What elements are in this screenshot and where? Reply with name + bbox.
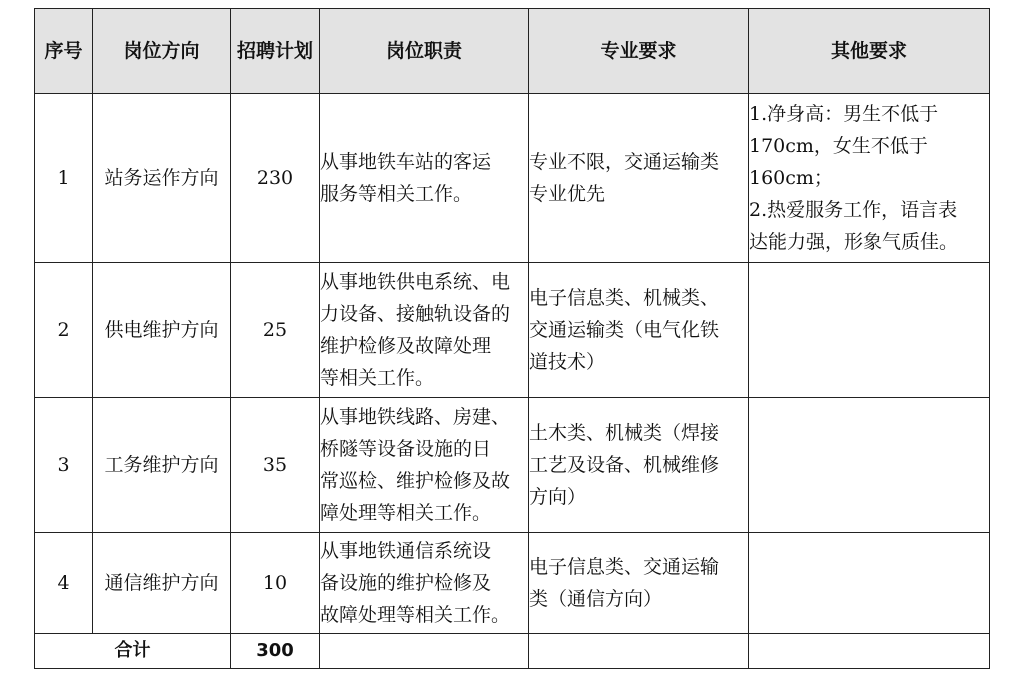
- header-duty: 岗位职责: [320, 9, 529, 94]
- row-plan: 35: [231, 398, 320, 533]
- major-line: 工艺及设备、机械维修: [529, 454, 720, 476]
- header-plan: 招聘计划: [231, 9, 320, 94]
- duty-line: 维护检修及故障处理: [320, 335, 492, 357]
- header-row: [35, 9, 990, 94]
- duty-line: 备设施的维护检修及: [320, 572, 492, 594]
- table-row: [35, 398, 990, 533]
- total-empty-cell: [529, 634, 749, 669]
- duty-line: 服务等相关工作。: [320, 183, 473, 205]
- total-empty-cell: [320, 634, 529, 669]
- duty-line: 力设备、接触轨设备的: [320, 303, 511, 325]
- duty-line: 从事地铁线路、房建、: [320, 406, 511, 428]
- row-position: 供电维护方向: [93, 263, 231, 398]
- header-position: 岗位方向: [93, 9, 231, 94]
- other-line: 170cm，女生不低于: [749, 135, 928, 157]
- row-other: [749, 94, 990, 263]
- major-line: 专业优先: [529, 183, 606, 205]
- row-num: 3: [35, 398, 93, 533]
- total-label: 合计: [35, 634, 231, 669]
- major-line: 类（通信方向）: [529, 588, 663, 610]
- header-num: 序号: [35, 9, 93, 94]
- major-line: 专业不限，交通运输类: [529, 151, 720, 173]
- row-other: [749, 263, 990, 398]
- duty-line: 从事地铁车站的客运: [320, 151, 492, 173]
- row-duty: [320, 398, 529, 533]
- duty-line: 桥隧等设备设施的日: [320, 438, 492, 460]
- other-line: 160cm；: [749, 167, 833, 189]
- row-num: 2: [35, 263, 93, 398]
- duty-line: 常巡检、维护检修及故: [320, 470, 511, 492]
- major-line: 土木类、机械类（焊接: [529, 422, 720, 444]
- major-line: 道技术）: [529, 351, 606, 373]
- row-major: [529, 533, 749, 634]
- duty-line: 障处理等相关工作。: [320, 502, 492, 524]
- row-duty: [320, 533, 529, 634]
- other-line: 1.净身高：男生不低于: [749, 103, 939, 125]
- duty-line: 故障处理等相关工作。: [320, 604, 511, 626]
- row-position: 通信维护方向: [93, 533, 231, 634]
- row-duty: [320, 263, 529, 398]
- row-major: [529, 94, 749, 263]
- header-other: 其他要求: [749, 9, 990, 94]
- row-duty: [320, 94, 529, 263]
- row-major: [529, 398, 749, 533]
- total-empty-cell: [749, 634, 990, 669]
- row-other: [749, 533, 990, 634]
- row-position: 工务维护方向: [93, 398, 231, 533]
- row-num: 1: [35, 94, 93, 263]
- major-line: 交通运输类（电气化铁: [529, 319, 720, 341]
- major-line: 方向）: [529, 486, 587, 508]
- duty-line: 等相关工作。: [320, 367, 435, 389]
- total-plan: 300: [231, 634, 320, 669]
- header-major: 专业要求: [529, 9, 749, 94]
- row-plan: 10: [231, 533, 320, 634]
- duty-line: 从事地铁供电系统、电: [320, 271, 511, 293]
- row-position: 站务运作方向: [93, 94, 231, 263]
- table-row: [35, 263, 990, 398]
- row-num: 4: [35, 533, 93, 634]
- row-plan: 230: [231, 94, 320, 263]
- row-plan: 25: [231, 263, 320, 398]
- other-line: 2.热爱服务工作，语言表: [749, 199, 958, 221]
- table-row: [35, 94, 990, 263]
- major-line: 电子信息类、机械类、: [529, 287, 720, 309]
- major-line: 电子信息类、交通运输: [529, 556, 720, 578]
- recruitment-table: [34, 8, 990, 669]
- total-row: [35, 634, 990, 669]
- duty-line: 从事地铁通信系统设: [320, 540, 492, 562]
- row-other: [749, 398, 990, 533]
- other-line: 达能力强，形象气质佳。: [749, 231, 959, 253]
- table-row: [35, 533, 990, 634]
- row-major: [529, 263, 749, 398]
